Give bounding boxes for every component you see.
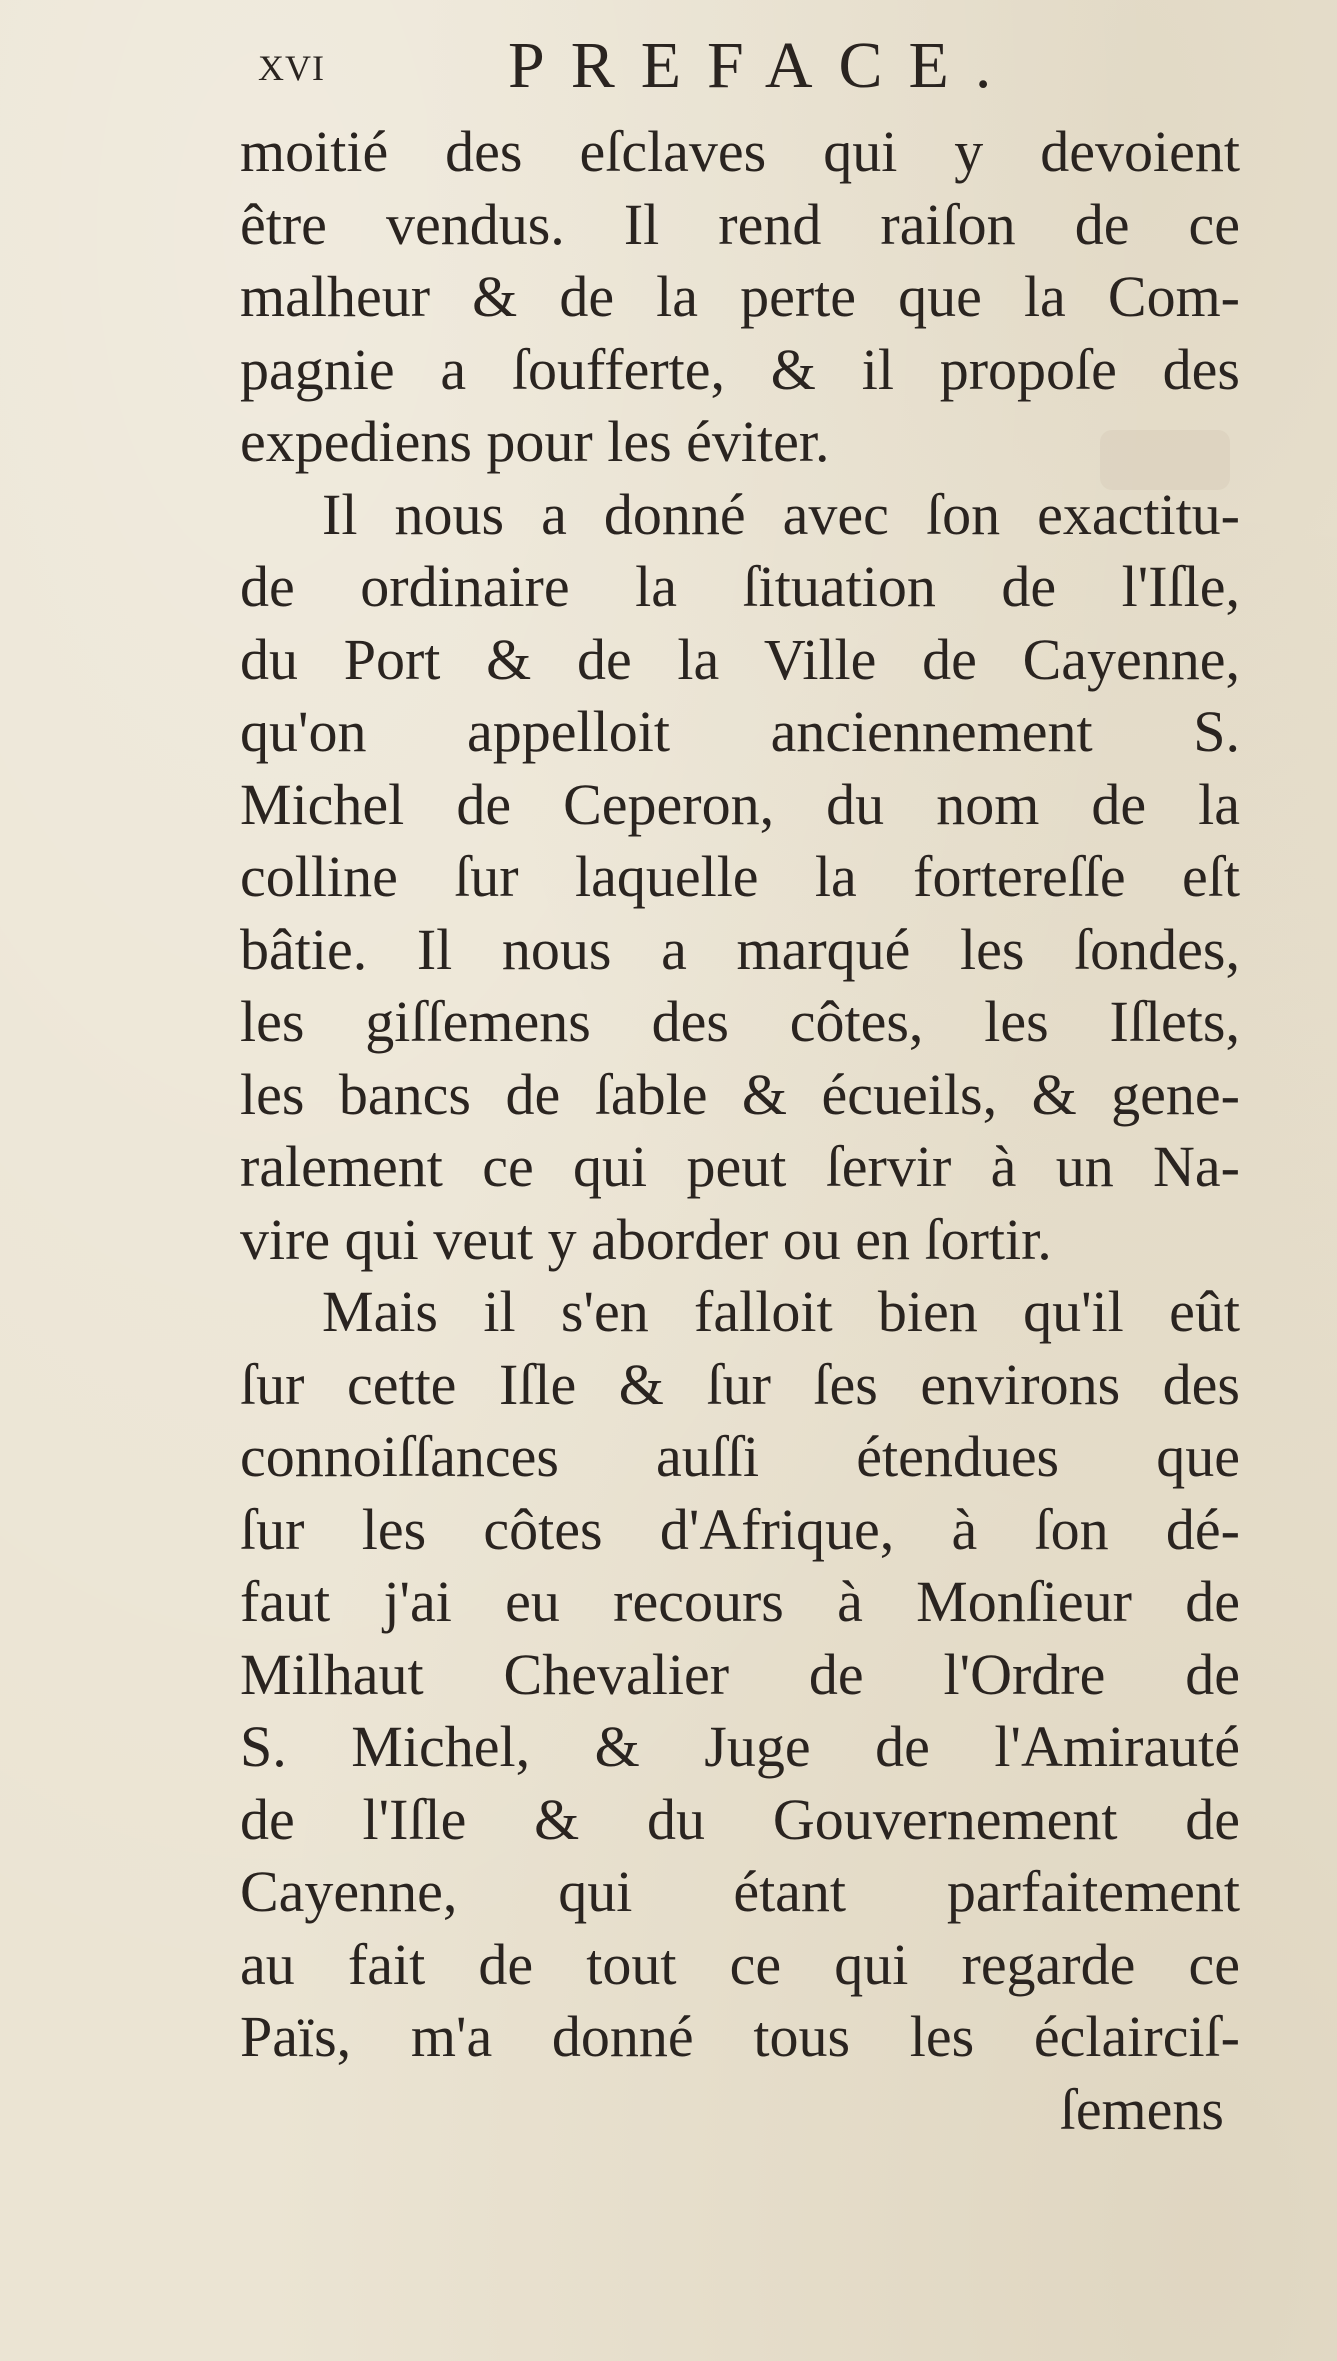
paragraph-start-line: Il nous a donné avec ſon exactitu-	[322, 481, 1240, 547]
text-line: S. Michel, & Juge de l'Amirauté	[240, 1714, 1240, 1779]
text-line: ſur cette Iſle & ſur ſes environs des	[240, 1351, 1240, 1417]
text-line: pagnie a ſoufferte, & il propoſe des	[240, 336, 1240, 402]
text-line: ralement ce qui peut ſervir à un Na-	[240, 1134, 1240, 1199]
text-line: colline ſur laquelle la fortereſſe eſt	[240, 844, 1240, 909]
text-line: faut j'ai eu recours à Monſieur de	[240, 1569, 1240, 1634]
catchword: ſemens	[1059, 2076, 1224, 2142]
text-line: Cayenne, qui étant parfaitement	[240, 1859, 1240, 1924]
text-line: malheur & de la perte que la Com-	[240, 264, 1240, 329]
text-line: de ordinaire la ſituation de l'Iſle,	[240, 554, 1240, 619]
text-line: les bancs de ſable & écueils, & gene-	[240, 1061, 1240, 1127]
text-line: connoiſſances auſſi étendues que	[240, 1424, 1240, 1489]
text-line: être vendus. Il rend raiſon de ce	[240, 191, 1240, 257]
text-line: Milhaut Chevalier de l'Ordre de	[240, 1641, 1240, 1707]
text-line: ſur les côtes d'Afrique, à ſon dé-	[240, 1496, 1240, 1562]
text-line: bâtie. Il nous a marqué les ſondes,	[240, 916, 1240, 982]
text-line: vire qui veut y aborder ou en ſortir.	[240, 1206, 1052, 1272]
text-line: moitié des eſclaves qui y devoient	[240, 119, 1240, 184]
page-header	[258, 28, 1098, 118]
text-line: Michel de Ceperon, du nom de la	[240, 771, 1240, 837]
paragraph-start-line: Mais il s'en falloit bien qu'il eût	[322, 1279, 1240, 1344]
page-number: xvi	[258, 35, 325, 92]
body-text	[240, 116, 1240, 2146]
text-line: du Port & de la Ville de Cayenne,	[240, 626, 1240, 692]
text-line: expediens pour les éviter.	[240, 409, 830, 474]
text-line: Païs, m'a donné tous les éclairciſ-	[240, 2004, 1240, 2069]
running-head: PREFACE.	[508, 29, 1018, 102]
text-line: les giſſemens des côtes, les Iſlets,	[240, 989, 1240, 1054]
text-line: au fait de tout ce qui regarde ce	[240, 1931, 1240, 1997]
text-line: de l'Iſle & du Gouvernement de	[240, 1786, 1240, 1852]
text-line: qu'on appelloit anciennement S.	[240, 699, 1240, 764]
